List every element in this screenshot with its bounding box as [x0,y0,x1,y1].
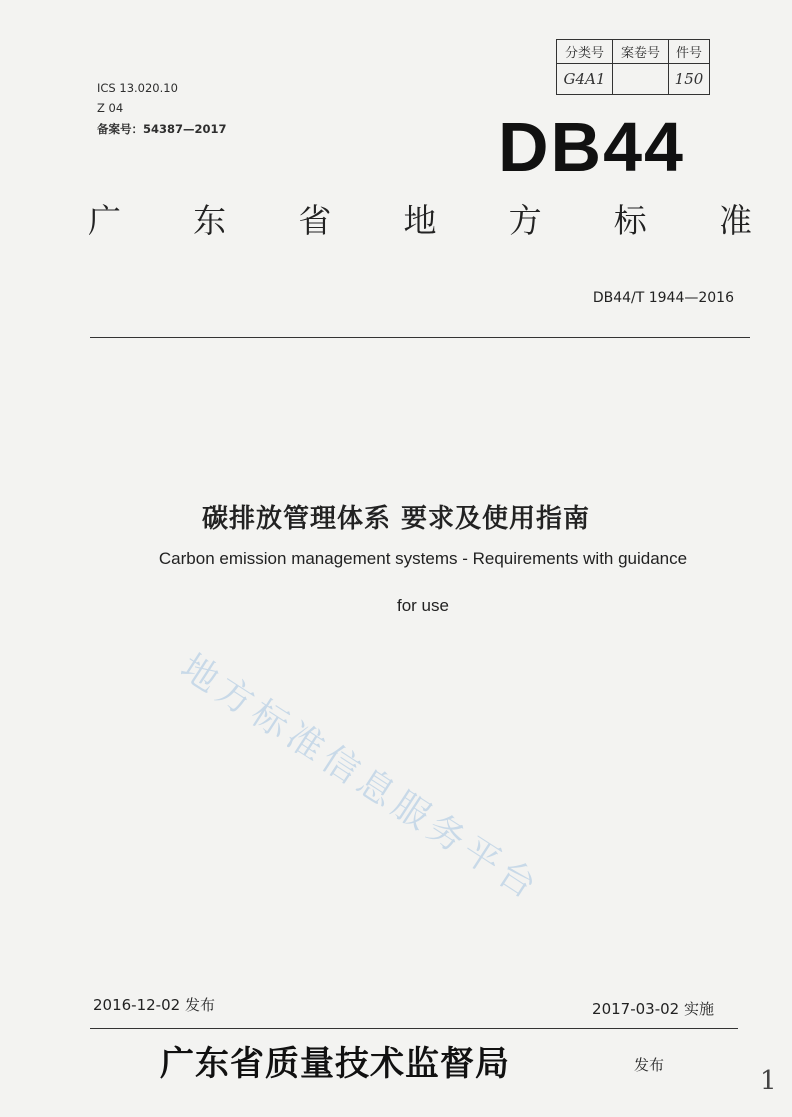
issuing-suffix: 发布 [634,1056,665,1074]
archive-value-volume [613,64,669,94]
implementation-date: 2017-03-02 实施 [592,1000,714,1018]
title-char: 标 [613,201,647,240]
standard-type-title [88,201,752,240]
bottom-divider [90,1028,738,1029]
archive-header-category: 分类号 [557,40,613,64]
title-char: 广 [88,201,121,240]
standard-code-logo: DB44 [498,108,685,186]
ccs-code: Z 04 [97,101,124,115]
title-char: 东 [193,201,227,240]
standard-number: DB44/T 1944—2016 [592,290,734,306]
title-char: 方 [508,201,542,240]
archive-header-item: 件号 [669,40,709,64]
ics-code: ICS 13.020.10 [97,81,178,95]
title-char: 准 [718,201,752,240]
page-number: 1 [760,1066,777,1096]
document-title-zh: 碳排放管理体系 要求及使用指南 [201,504,591,534]
archive-value-category: G4A1 [557,64,613,94]
document-title-en-line1: Carbon emission management systems - Requirements with guidance [158,549,688,568]
issuing-authority: 广东省质量技术监督局 [160,1044,510,1084]
title-char: 地 [403,201,437,240]
record-number: 备案号：54387—2017 [97,122,227,136]
archive-value-item: 150 [674,70,704,88]
archive-stamp-box [556,39,710,95]
top-divider [90,337,750,338]
archive-header-volume: 案卷号 [613,40,669,64]
title-char: 省 [298,201,332,240]
document-title-en-line2: for use [397,596,449,615]
watermark-text: 地方标准信息服务平台 [173,646,548,910]
issue-date: 2016-12-02 发布 [93,996,215,1014]
